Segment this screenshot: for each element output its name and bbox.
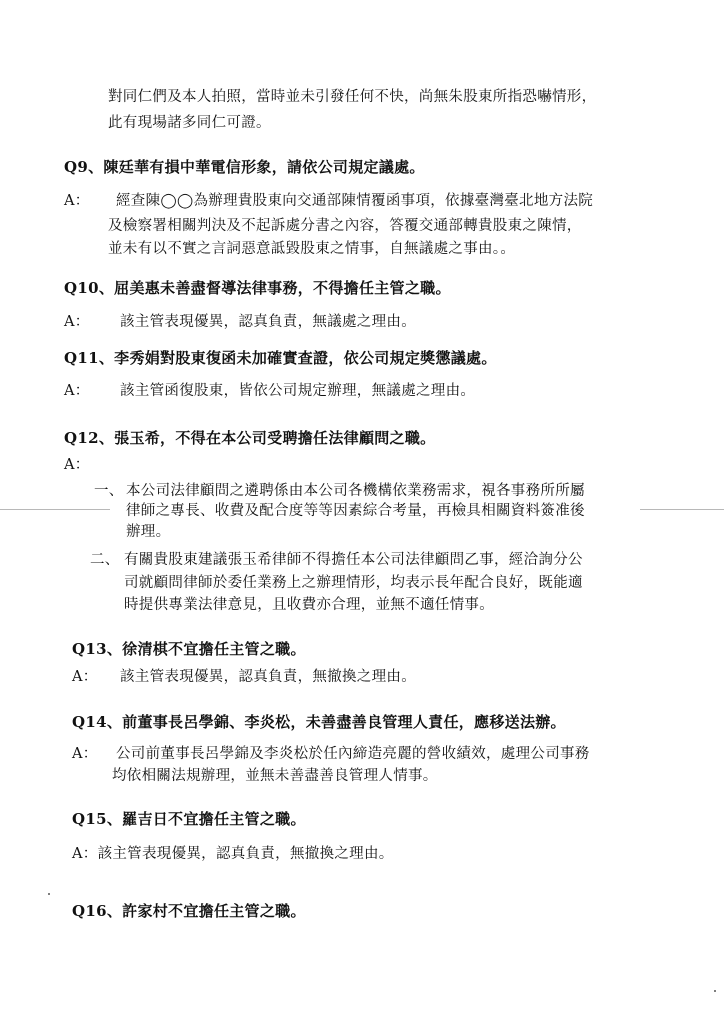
q10-question: Q10、屈美惠未善盡督導法律事務，不得擔任主管之職。 (64, 279, 451, 297)
q12-item1-line-1: 本公司法律顧問之遴聘係由本公司各機構依業務需求，視各事務所所屬 (126, 483, 585, 499)
q9-question: Q9、陳廷華有損中華電信形象，請依公司規定議處。 (64, 158, 425, 176)
q12-item2-line-2: 司就顧問律師於委任業務上之辦理情形，均表示長年配合良好，既能適 (124, 575, 583, 591)
q10-answer: 該主管表現優異，認真負責，無議處之理由。 (120, 314, 416, 330)
scan-artifact-dot (714, 990, 716, 992)
q13-question: Q13、徐清棋不宜擔任主管之職。 (72, 640, 306, 658)
q14-answer-line-2: 均依相關法規辦理，並無未善盡善良管理人情事。 (112, 768, 438, 784)
scan-artifact-line (640, 509, 724, 510)
intro-line-2: 此有現場諸多同仁可證。 (108, 115, 271, 131)
scan-artifact-dot (48, 893, 50, 895)
q11-answer-label: A： (64, 383, 90, 399)
q12-item2-line-1: 有關貴股東建議張玉希律師不得擔任本公司法律顧問乙事，經洽詢分公 (124, 552, 583, 568)
q11-question: Q11、李秀娟對股東復函未加確實查證，依公司規定獎懲議處。 (64, 349, 497, 367)
q15-question: Q15、羅吉日不宜擔任主管之職。 (72, 810, 306, 828)
q15-answer: A：該主管表現優異，認真負責，無撤換之理由。 (72, 846, 394, 862)
q16-question: Q16、許家村不宜擔任主管之職。 (72, 902, 306, 920)
q9-answer-line-2: 及檢察署相關判決及不起訴處分書之內容，答覆交通部轉貴股東之陳情， (108, 218, 582, 234)
q12-item2-line-3: 時提供專業法律意見，且收費亦合理，並無不適任情事。 (124, 597, 494, 613)
q13-answer-label: A： (72, 669, 98, 685)
q9-answer-line-1: 經查陳◯◯為辦理貴股東向交通部陳情覆函事項，依據臺灣臺北地方法院 (116, 193, 594, 209)
q14-answer-label: A： (72, 746, 98, 762)
q12-item1-number: 一、 (94, 483, 124, 499)
scan-artifact-line (0, 509, 110, 510)
q12-item1-line-2: 律師之專長、收費及配合度等等因素綜合考量，再檢具相關資料簽准後 (126, 503, 585, 519)
q9-answer-line-3: 並未有以不實之言詞惡意詆毀股東之情事，自無議處之事由。。 (108, 241, 516, 257)
q12-question: Q12、張玉希，不得在本公司受聘擔任法律顧問之職。 (64, 429, 436, 447)
q11-answer: 該主管函復股東，皆依公司規定辦理，無議處之理由。 (120, 383, 476, 399)
q12-item2-number: 二、 (90, 552, 120, 568)
q12-item1-line-3: 辦理。 (126, 524, 171, 540)
q14-answer-line-1: 公司前董事長呂學錦及李炎松於任內締造亮麗的營收績效，處理公司事務 (116, 746, 590, 762)
q13-answer: 該主管表現優異，認真負責，無撤換之理由。 (120, 669, 416, 685)
q10-answer-label: A： (64, 314, 90, 330)
intro-line-1: 對同仁們及本人拍照，當時並未引發任何不快，尚無朱股東所指恐嚇情形， (108, 89, 597, 105)
q14-question: Q14、前董事長呂學錦、李炎松，未善盡善良管理人責任，應移送法辦。 (72, 713, 566, 731)
q9-answer-label: A： (64, 193, 90, 209)
q12-answer-label: A： (64, 457, 90, 473)
